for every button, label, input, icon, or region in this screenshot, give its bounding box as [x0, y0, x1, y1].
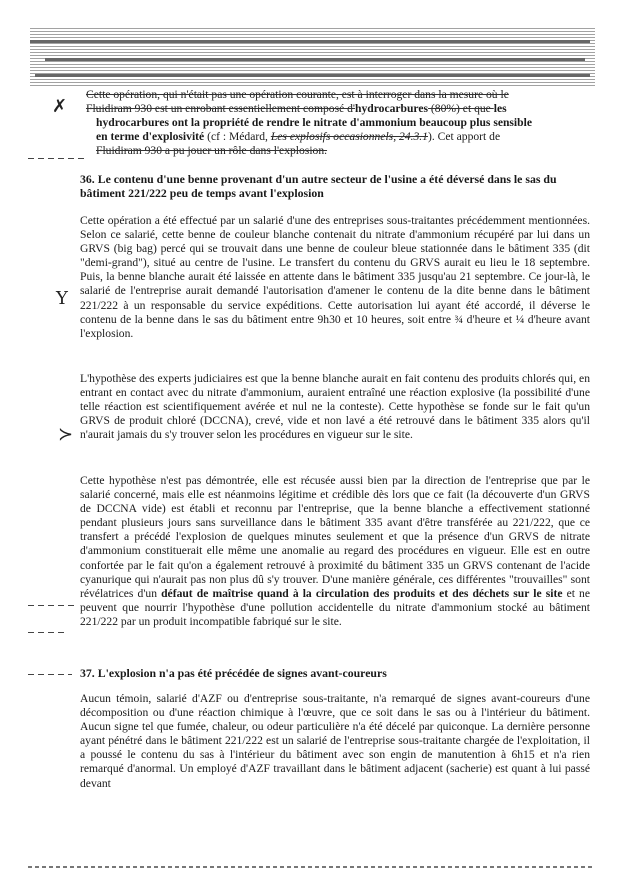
section-37-heading: 37. L'explosion n'a pas été précédée de signes avant-coureurs — [80, 666, 387, 680]
bold-text: hydrocarbures — [355, 102, 429, 115]
bold-text: en terme d'explosivité — [96, 130, 205, 143]
bold-line-3: hydrocarbures ont la propriété de rendre le nitrate d'ammonium beaucoup plus sensible — [96, 116, 532, 129]
margin-dash — [28, 158, 88, 159]
bold-text: les — [493, 102, 507, 115]
plain-text: ). Cet apport de — [427, 130, 501, 143]
section-37-paragraph-1: Aucun témoin, salarié d'AZF ou d'entreprise sous-traitante, n'a remarqué de signes avant-coureurs d'une décomposition ou d'une réaction chimique à l'œuvre, que ce soit dans le sas ou à l'intérieur du bâtiment. Aucun signe tel que fumée, chaleur, ou odeur particulière n'a été décelé par quiconque. La dernière personne ayant pénétré dans le bâtiment 221/222 est un salarié de l'entreprise sous-traitante chargée de l'exploitation, il a poussé le contenu du sas à l'intérieur du bâtiment avec son engin de manutention à 6h15 et n'a rien remarqué d'anormal. Un employé d'AZF travaillant dans le bâtiment adjacent (sacherie) est quant à lui passé devant — [80, 692, 590, 790]
margin-dash — [28, 605, 78, 606]
section-36-paragraph-1: Cette opération a été effectué par un salarié d'une des entreprises sous-traitantes précédemment mentionnées. Selon ce salarié, cette benne de couleur blanche contenait du nitrate d'ammonium récupéré par lui dans un GRVS (big bag) percé qui se trouvait dans une benne de couleur bleue stationnée dans le bâtiment 335 (dit "demi-grand"), situé au centre de l'usine. Le transfert du contenu du GRVS aurait eu lieu le 18 septembre. Puis, la benne blanche aurait été laissée en attente dans le bâtiment 335 jusqu'au 21 septembre. Ce jour-là, le salarié de l'entreprise aurait demandé l'autorisation d'amener le contenu de la dite benne dans le bâtiment 221/222 à un responsable du service expéditions. Cette autorisation lui ayant été accordé, il déverse le contenu de la benne dans le sas du bâtiment entre 9h30 et 10 heures, soit entre ¾ d'heure et ¼ d'heure avant l'explosion. — [80, 214, 590, 340]
plain-text: et ne peuvent que nourrir l'hypothèse d'une pollution accidentelle du nitrate d'ammonium stocké au bâtiment 221/222 par un produit incompatible fabriqué sur le site. — [80, 586, 590, 628]
struck-text: (80%) et que — [428, 102, 494, 115]
margin-arrow-icon: ≻ — [58, 424, 74, 445]
margin-cross-icon: ✗ — [52, 96, 68, 117]
scan-noise-footer — [28, 866, 593, 868]
margin-dash — [28, 632, 68, 633]
bold-text: défaut de maîtrise quand à la circulation des produits et des déchets sur le site — [161, 586, 563, 600]
plain-text: Cette hypothèse n'est pas démontrée, elle est récusée aussi bien par la direction de l'entreprise que par le salarié concerné, mais elle est néanmoins légitime et crédible dès lors que ce fait (la découverte d'un GRVS de DCCNA vide) est établi et reconnu par l'entreprise, que la benne blanche a effectivement stationné pendant plusieurs jours sans surveillance dans le bâtiment 335 avant d'être transférée au 221/222, que ce transfert a précédé l'explosion de quelques minutes seulement et que la présence d'un GRVS de nitrate d'ammonium constituerait elle même une anomalie au regard des procédures en vigueur. Elle est en outre confortée par le fait qu'on a également retrouvé à proximité du bâtiment 335 un GRVS contenant de l'acide cyanurique qui n'aurait pas non plus dû s'y trouver. D'une manière générale, ces différentes "trouvailles" sont révélatrices d'un — [80, 474, 590, 600]
line-4 — [96, 130, 592, 144]
margin-dash — [28, 674, 72, 675]
scan-bar — [30, 40, 590, 43]
section-36-heading: 36. Le contenu d'une benne provenant d'un autre secteur de l'usine a été déversé dans le sas du bâtiment 221/222 peu de temps avant l'explosion — [80, 172, 557, 200]
struck-line-1: Cette opération, qui n'était pas une opération courante, est à interroger dans la mesure où le — [86, 88, 509, 101]
section-36-paragraph-2: L'hypothèse des experts judiciaires est que la benne blanche aurait en fait contenu des produits chlorés qui, en entrant en contact avec du nitrate d'ammonium, auraient entraîné une réaction explosive (la possibilité d'une telle réaction est scientifiquement avérée et nul ne la conteste). Cette hypothèse se fonde sur le fait qu'un GRVS de produit chloré (DCCNA), crevé, vide et non lavé a été retrouvé dans le bâtiment 335 alors qu'il n'aurait jamais du s'y trouver selon les procédures en vigueur sur le site. — [80, 372, 590, 442]
margin-y-mark: Y — [56, 288, 68, 309]
italic-ref: Les explosifs occasionnels, 24.3.1 — [270, 130, 428, 143]
struck-line-2 — [86, 102, 592, 116]
scan-bar — [35, 74, 590, 77]
scan-bar — [45, 58, 585, 61]
section-36-paragraph-3 — [80, 474, 590, 629]
struck-line-5: Fluidiram 930 a pu jouer un rôle dans l'explosion. — [96, 144, 328, 157]
struck-text: Fluidiram 930 est un enrobant essentiellement composé d' — [86, 102, 356, 115]
plain-text: (cf : Médard, — [204, 130, 271, 143]
